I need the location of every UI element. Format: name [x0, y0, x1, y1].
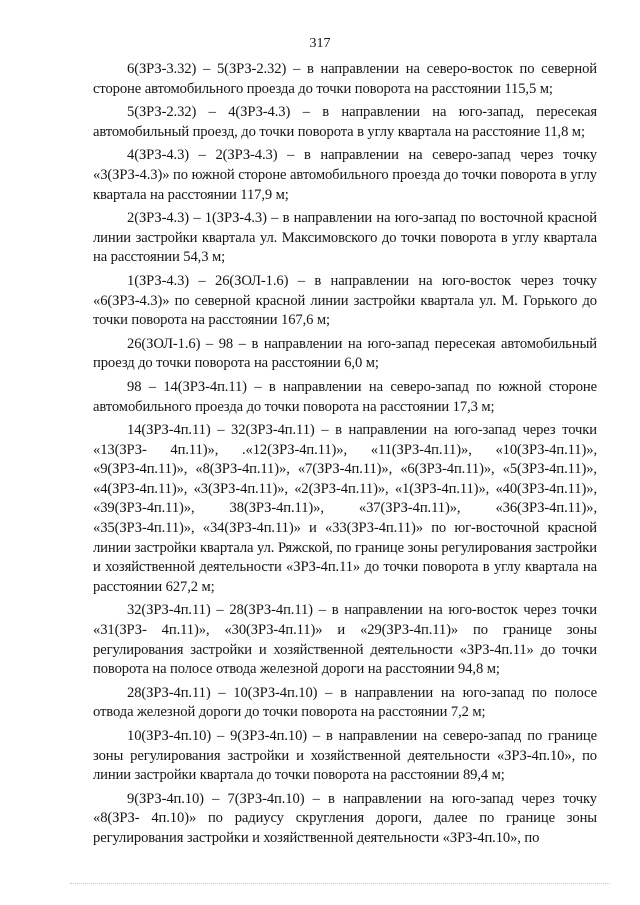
paragraph-4: 2(ЗРЗ-4.3) – 1(ЗРЗ-4.3) – в направлении на юго-запад по восточной красной линии застройки квартала ул. Максимовского до точки поворота в углу квартала на расстоянии 54,3 м;	[93, 210, 597, 266]
page-number: 317	[309, 36, 331, 51]
paragraph-6: 26(ЗОЛ-1.6) – 98 – в направлении на юго-запад пересекая автомобильный проезд до точки поворота на расстоянии 6,0 м;	[93, 335, 597, 372]
paragraph-7: 98 – 14(ЗРЗ-4п.11) – в направлении на северо-запад по южной стороне автомобильного проезда до точки поворота на расстоянии 17,3 м;	[93, 378, 597, 415]
paragraph-11: 10(ЗРЗ-4п.10) – 9(ЗРЗ-4п.10) – в направлении на северо-запад по границе зоны регулирования застройки и хозяйственной деятельности «ЗРЗ-4п.10», по линии застройки квартала до точки поворота на расстоянии 89,4 м;	[93, 728, 597, 784]
paragraph-10: 28(ЗРЗ-4п.11) – 10(ЗРЗ-4п.10) – в направлении на юго-запад по полосе отвода железной дороги до точки поворота на расстоянии 7,2 м;	[93, 684, 597, 721]
paragraph-12: 9(ЗРЗ-4п.10) – 7(ЗРЗ-4п.10) – в направлении на юго-запад через точку «8(ЗРЗ- 4п.10)» по радиусу скругления дороги, далее по границе зоны регулирования застройки и хозяйственной деятельности «ЗРЗ-4п.10», по	[93, 790, 597, 846]
paragraph-2: 5(ЗРЗ-2.32) – 4(ЗРЗ-4.3) – в направлении на юго-запад, пересекая автомобильный проезд, до точки поворота в углу квартала на расстояние 11,8 м;	[93, 104, 597, 140]
document-body	[93, 60, 597, 853]
scan-footer-artifact	[70, 883, 610, 885]
paragraph-8: 14(ЗРЗ-4п.11) – 32(ЗРЗ-4п.11) – в направлении на юго-запад через точки «13(ЗРЗ- 4п.11)», .«12(ЗРЗ-4п.11)», «11(ЗРЗ-4п.11)», «10(ЗРЗ-4п.11)», «9(ЗРЗ-4п.11)», «8(ЗРЗ-4п.11)», «7(ЗРЗ-4п.11)», «6(ЗРЗ-4п.11)», «5(ЗРЗ-4п.11)», «4(ЗРЗ-4п.11)», «3(ЗРЗ-4п.11)», «2(ЗРЗ-4п.11)», «1(ЗРЗ-4п.11)», «40(ЗРЗ-4п.11)», «39(ЗРЗ-4п.11)», 38(ЗРЗ-4п.11)», «37(ЗРЗ-4п.11)», «36(ЗРЗ-4п.11)», «35(ЗРЗ-4п.11)», «34(ЗРЗ-4п.11)» и «33(ЗРЗ-4п.11)» по юг-восточной красной линии застройки квартала ул. Ряжской, по границе зоны регулирования застройки и хозяйственной деятельности «ЗРЗ-4п.11» до точки поворота в углу квартала на расстоянии 627,2 м;	[93, 422, 597, 595]
paragraph-9: 32(ЗРЗ-4п.11) – 28(ЗРЗ-4п.11) – в направлении на юго-восток через точки «31(ЗРЗ- 4п.11)», «30(ЗРЗ-4п.11)» и «29(ЗРЗ-4п.11)» по границе зоны регулирования застройки и хозяйственной деятельности «ЗРЗ-4п.11» до точки поворота на полосе отвода железной дороги на расстоянии 94,8 м;	[93, 602, 597, 678]
paragraph-3: 4(ЗРЗ-4.3) – 2(ЗРЗ-4.3) – в направлении на северо-запад через точку «3(ЗРЗ-4.3)» по южной стороне автомобильного проезда до точки поворота в углу квартала на расстоянии 117,9 м;	[93, 147, 597, 203]
paragraph-1: 6(ЗРЗ-3.32) – 5(ЗРЗ-2.32) – в направлении на северо-восток по северной стороне автомобильного проезда до точки поворота на расстоянии 115,5 м;	[93, 61, 597, 97]
paragraph-5: 1(ЗРЗ-4.3) – 26(ЗОЛ-1.6) – в направлении на юго-восток через точку «6(ЗРЗ-4.3)» по северной красной линии застройки квартала ул. М. Горького до точки поворота на расстоянии 167,6 м;	[93, 272, 597, 329]
